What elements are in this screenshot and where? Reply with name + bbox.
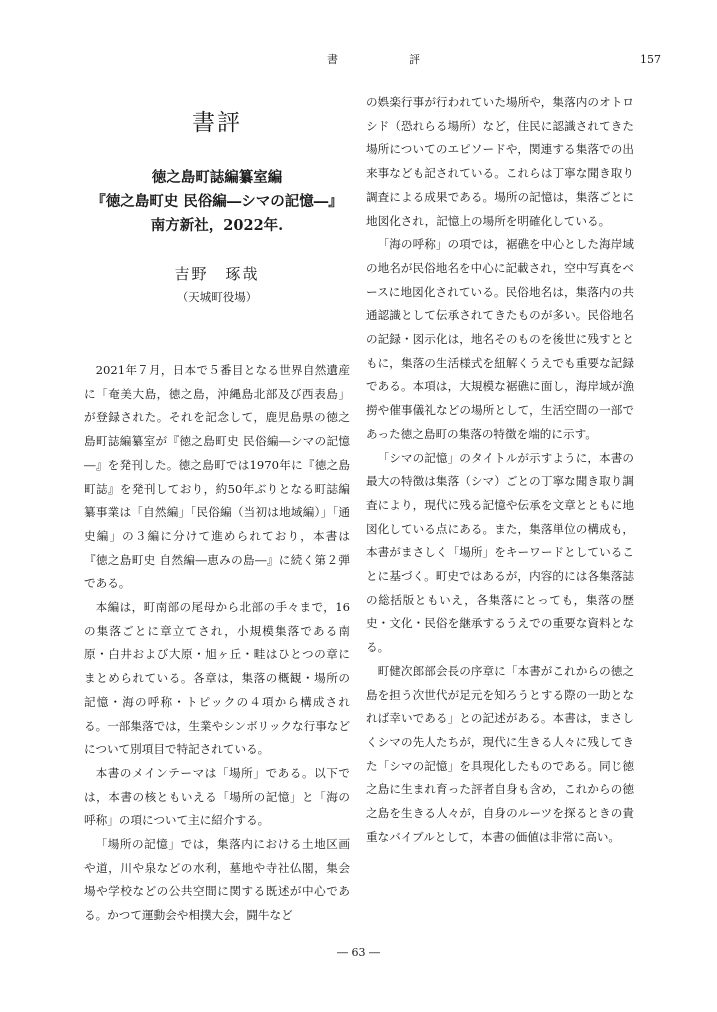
paragraph: 本編は，町南部の尾母から北部の手々まで，16の集落ごとに章立てされ，小規模集落である南原・白井および大原・旭ヶ丘・畦はひとつの章にまとめられている。各章は，集落の概観・場所の記憶・海の呼称・トピックの４項から構成される。一部集落では，生業やシンボリックな行事などについて別項目で特記されている。 [84,600,350,757]
running-title: 書 評 [327,53,450,66]
paragraph: 「シマの記憶」のタイトルが示すように，本書の最大の特徴は集落（シマ）ごとの丁寧な聞き取り調査により，現代に残る記憶や伝承を文章とともに地図化している点にある。また，集落単位の構成も，本書がまさしく「場所」をキーワードとしていることに基づく。町史ではあるが，内容的には各集落誌の総括版ともいえ，各集落にとっても，集落の歴史・文化・民俗を継承するうえでの重要な資料となる。 [366,450,634,655]
paragraph: 本書のメインテーマは「場所」である。以下では，本書の核ともいえる「場所の記憶」と「海の呼称」の項について主に紹介する。 [84,765,350,828]
page-number: 157 [640,53,661,66]
reviewer-name: 吉野 琢哉 [174,265,260,283]
paragraph: 町健次郎部会長の序章に「本書がこれからの徳之島を担う次世代が足元を知ろうとする際の一助となれば幸いである」との記述がある。本書は，まさしくシマの先人たちが，現代に生きる人々に残してきた「シマの記憶」を具現化したものである。同じ徳之島に生まれ育った評者自身も含め，これからの徳之島を生きる人々が，自身のルーツを探るときの貴重なバイブルとして，本書の価値は非常に高い。 [366,663,634,844]
book-info [84,166,350,238]
book-editor: 徳之島町誌編纂室編 [151,169,283,186]
right-column [366,91,634,850]
left-column [84,104,350,928]
reviewer-affiliation: （天城町役場） [176,290,258,304]
book-publisher: 南方新社，2022年. [150,217,284,234]
book-title: 『徳之島町史 民俗編―シマの記憶―』 [91,193,343,210]
paragraph: 「海の呼称」の項では，裾礁を中心とした海岸域の地名が民俗地名を中心に記載され，空中写真をベースに地図化されている。民俗地名は，集落内の共通認識として伝承されてきたものが多い。民俗地名の記録・図示化は，地名そのものを後世に残すとともに，集落の生活様式を紐解くうえでも重要な記録である。本項は，大規模な裾礁に面し，海岸域が漁撈や催事儀礼などの場所として，生活空間の一部であった徳之島町の集落の特徴を端的に示す。 [366,237,634,441]
paragraph: 2021年７月，日本で５番目となる世界自然遺産に「奄美大島，徳之島，沖縄島北部及び西表島」が登録された。それを記念して，鹿児島県の徳之島町誌編纂室が『徳之島町史 民俗編―シマの記憶―』を発刊した。徳之島町では1970年に『徳之島町誌』を発刊しており，約50年ぶりとなる町誌編纂事業は「自然編」「民俗編（当初は地域編）」「通史編」の３編に分けて進められており，本書は『徳之島町史 自然編―恵みの島―』に続く第２弾である。 [84,363,350,591]
paragraph-continued: の娯楽行事が行われていた場所や，集落内のオトロシド（恐れらる場所）など，住民に認識されてきた場所についてのエピソードや，関連する集落での出来事なども記されている。これらは丁寧な聞き取り調査による成果である。場所の記憶は，集落ごとに地図化され，記憶上の場所を明確化している。 [366,95,634,228]
folio: ― 63 ― [337,946,380,959]
paragraph: 「場所の記憶」では，集落内における土地区画や道，川や泉などの水利，墓地や寺社仏閣，集会場や学校などの公共空間に関する既述が中心である。かつて運動会や相撲大会，闘牛など [84,837,350,923]
body-text-left [84,359,350,928]
review-label: 書評 [192,110,242,136]
